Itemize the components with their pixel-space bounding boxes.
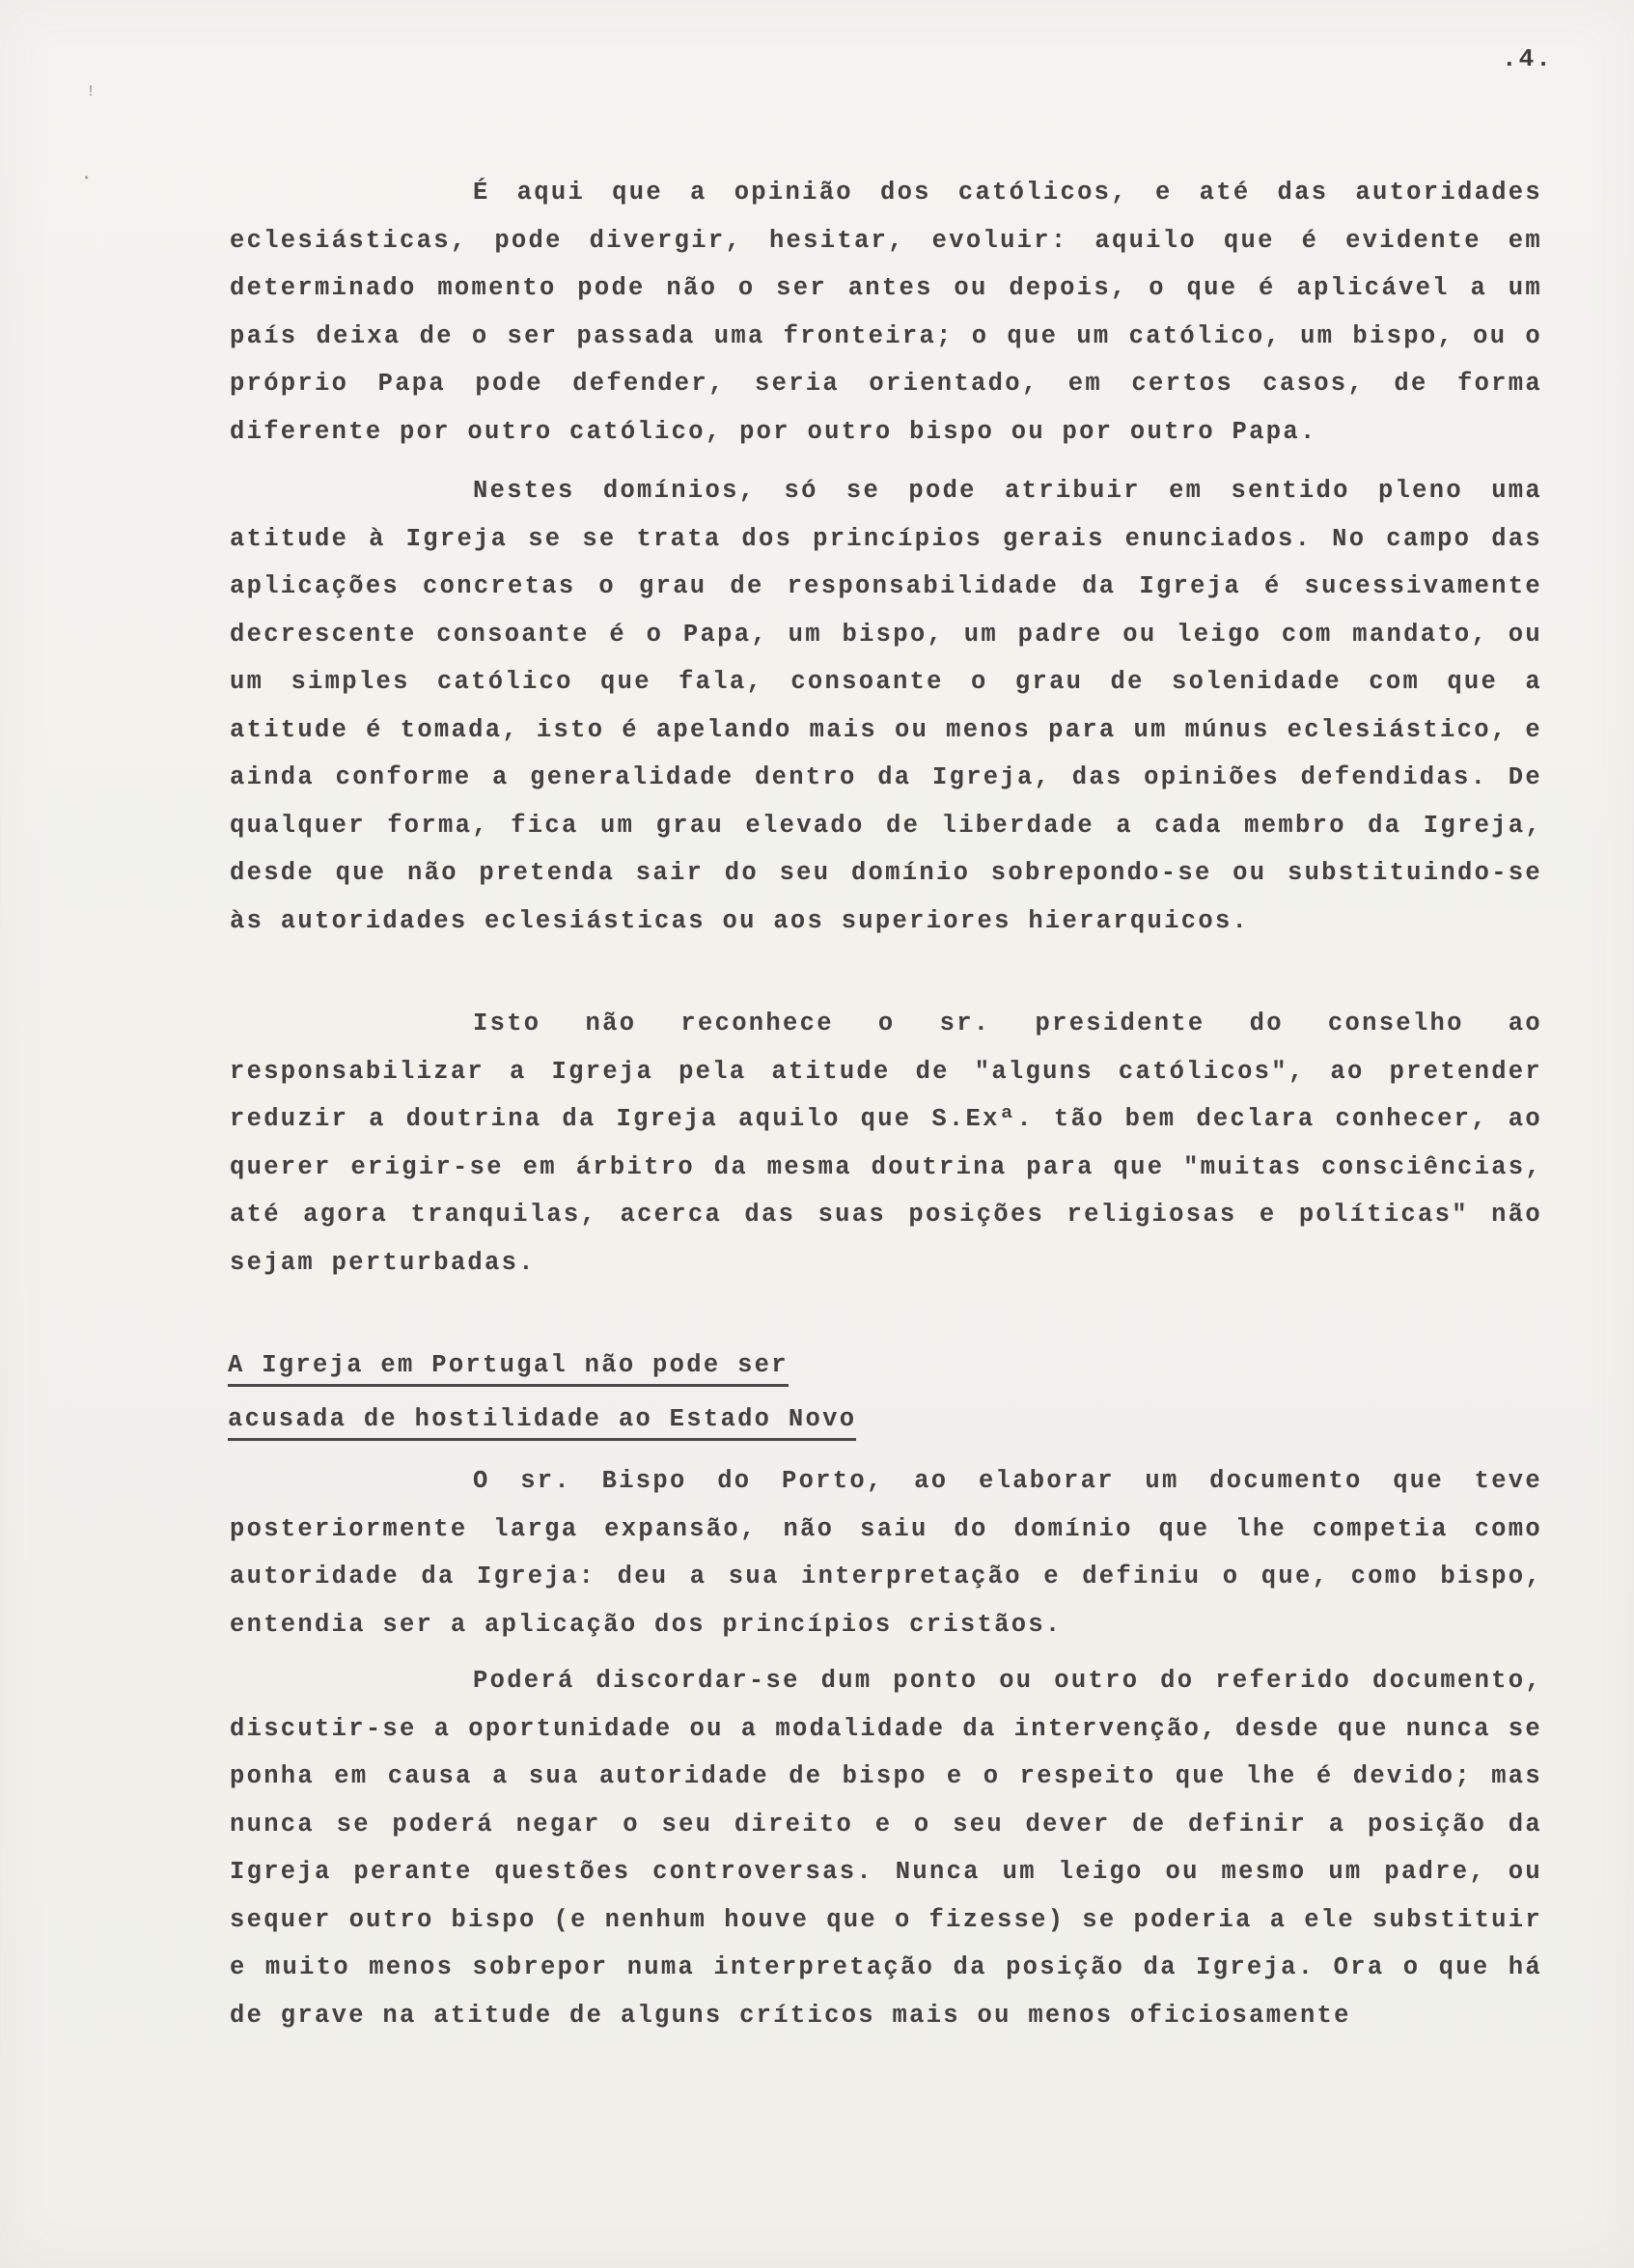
section-heading-line-2: acusada de hostilidade ao Estado Novo [228, 1403, 856, 1441]
section-heading [228, 1342, 961, 1451]
paragraph-1: É aqui que a opinião dos católicos, e até das autoridades eclesiásticas, pode divergir, hesitar, evoluir: aquilo que é evidente em determinado momento pode não o ser antes ou depois, o que é aplicável a um país deixa de o ser passada uma fronteira; o que um católico, um bispo, ou o próprio Papa pode defender, seria orientado, em certos casos, de forma diferente por outro católico, por outro bispo ou por outro Papa. [230, 179, 1542, 446]
margin-dot: • [83, 172, 91, 185]
paragraph-3: Isto não reconhece o sr. presidente do conselho ao responsabilizar a Igreja pela atitude de "alguns católicos", ao pretender reduzir a doutrina da Igreja aquilo que S.Exª. tão bem declara conhecer, ao querer erigir-se em árbitro da mesma doutrina para que "muitas consciências, até agora tranquilas, acerca das suas posições religiosas e políticas" não sejam perturbadas. [230, 1010, 1542, 1277]
paragraph-5: Poderá discordar-se dum ponto ou outro do referido documento, discutir-se a oportunidade ou a modalidade da intervenção, desde que nunca se ponha em causa a sua autoridade de bispo e o respeito que lhe é devido; mas nunca se poderá negar o seu direito e o seu dever de definir a posição da Igreja perante questões controversas. Nunca um leigo ou mesmo um padre, ou sequer outro bispo (e nenhum houve que o fizesse) se poderia a ele substituir e muito menos sobrepor numa interpretação da posição da Igreja. Ora o que há de grave na atitude de alguns críticos mais ou menos oficiosamente [230, 1667, 1542, 2030]
paragraph-4: O sr. Bispo do Porto, ao elaborar um documento que teve posteriormente larga expansão, não saiu do domínio que lhe competia como autoridade da Igreja: deu a sua interpretação e definiu o que, como bispo, entendia ser a aplicação dos princípios cristãos. [230, 1467, 1542, 1639]
paragraph-2: Nestes domínios, só se pode atribuir em sentido pleno uma atitude à Igreja se se trata dos princípios gerais enunciados. No campo das aplicações concretas o grau de responsabilidade da Igreja é sucessivamente decrescente consoante é o Papa, um bispo, um padre ou leigo com mandato, ou um simples católico que fala, consoante o grau de solenidade com que a atitude é tomada, isto é apelando mais ou menos para um múnus eclesiástico, e ainda conforme a generalidade dentro da Igreja, das opiniões defendidas. De qualquer forma, fica um grau elevado de liberdade a cada membro da Igreja, desde que não pretenda sair do seu domínio sobrepondo-se ou substituindo-se às autoridades eclesiásticas ou aos superiores hierarquicos. [230, 477, 1542, 935]
margin-mark: ꜝ [85, 89, 97, 111]
page-number: .4. [1502, 44, 1553, 73]
section-heading-line-1: A Igreja em Portugal não pode ser [228, 1349, 789, 1387]
